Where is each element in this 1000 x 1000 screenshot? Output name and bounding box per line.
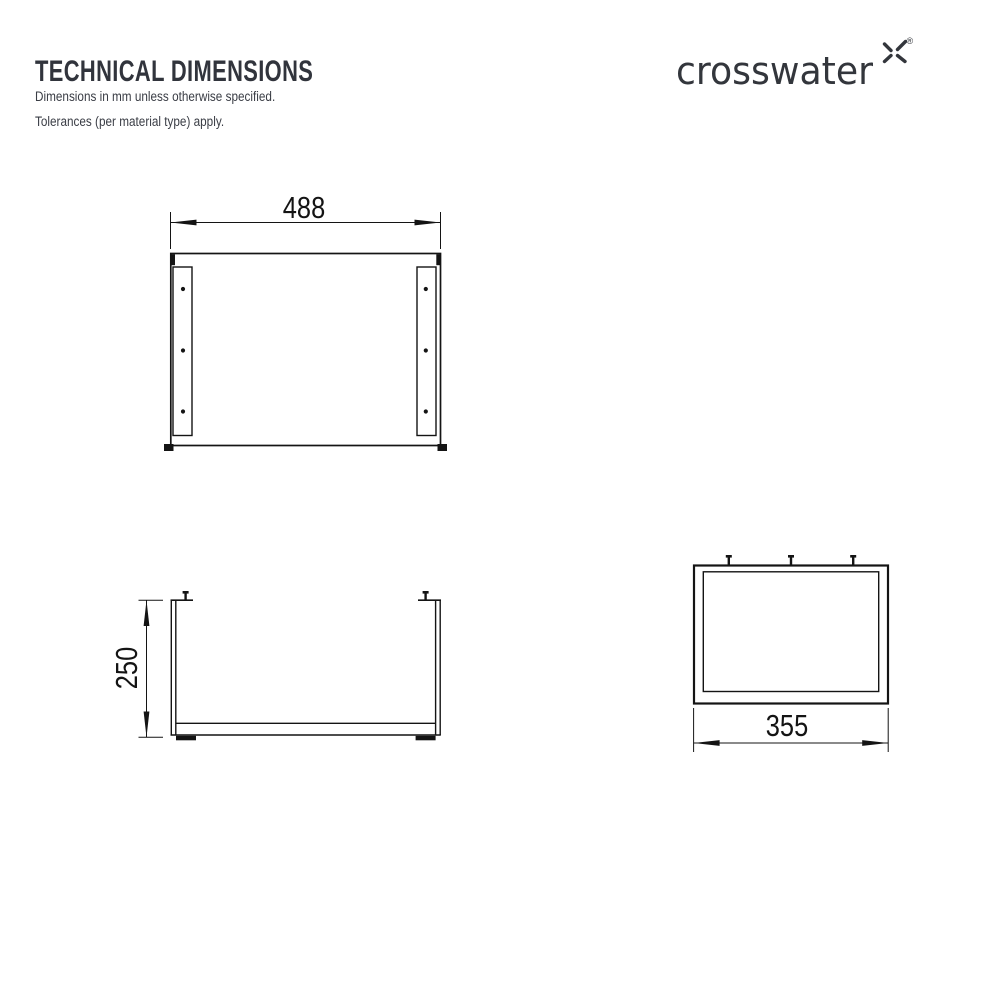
hanging-pin-icon bbox=[423, 591, 429, 601]
side-view-drawing bbox=[139, 591, 442, 740]
arrow-right-icon bbox=[415, 220, 441, 226]
corner-cap bbox=[171, 254, 175, 265]
side-panel-left bbox=[171, 600, 194, 735]
side-panel-right bbox=[418, 600, 441, 735]
foot-cap bbox=[176, 736, 196, 741]
note-units: Dimensions in mm unless otherwise specified. bbox=[35, 89, 276, 104]
hanging-pin-icon bbox=[183, 591, 189, 601]
arrow-right-icon bbox=[862, 740, 888, 746]
arrow-up-icon bbox=[144, 600, 150, 626]
hanging-pin-icon bbox=[726, 555, 732, 565]
cabinet-front-outline bbox=[171, 254, 441, 446]
screw-holes-left bbox=[181, 287, 185, 414]
corner-cap bbox=[436, 254, 440, 265]
cabinet-top-inner-wall bbox=[703, 572, 878, 692]
front-view-drawing bbox=[164, 212, 447, 451]
top-depth-value: 355 bbox=[765, 708, 809, 743]
side-height-value: 250 bbox=[109, 646, 144, 690]
cabinet-top-outline bbox=[694, 566, 888, 704]
screw-holes-right bbox=[424, 287, 428, 414]
hanging-pin-icon bbox=[788, 555, 794, 565]
arrow-down-icon bbox=[144, 712, 150, 738]
logo-wordmark: crosswater bbox=[676, 49, 874, 94]
page-title: TECHNICAL DIMENSIONS bbox=[35, 55, 314, 88]
hanging-pin-icon bbox=[850, 555, 856, 565]
front-width-value: 488 bbox=[282, 190, 326, 225]
corner-cap bbox=[438, 444, 448, 451]
foot-cap bbox=[416, 736, 436, 741]
arrow-left-icon bbox=[171, 220, 197, 226]
bottom-shelf bbox=[171, 723, 441, 740]
arrow-left-icon bbox=[694, 740, 720, 746]
note-tolerances: Tolerances (per material type) apply. bbox=[35, 114, 225, 129]
registered-trademark-icon: ® bbox=[906, 36, 914, 46]
corner-cap bbox=[164, 444, 174, 451]
